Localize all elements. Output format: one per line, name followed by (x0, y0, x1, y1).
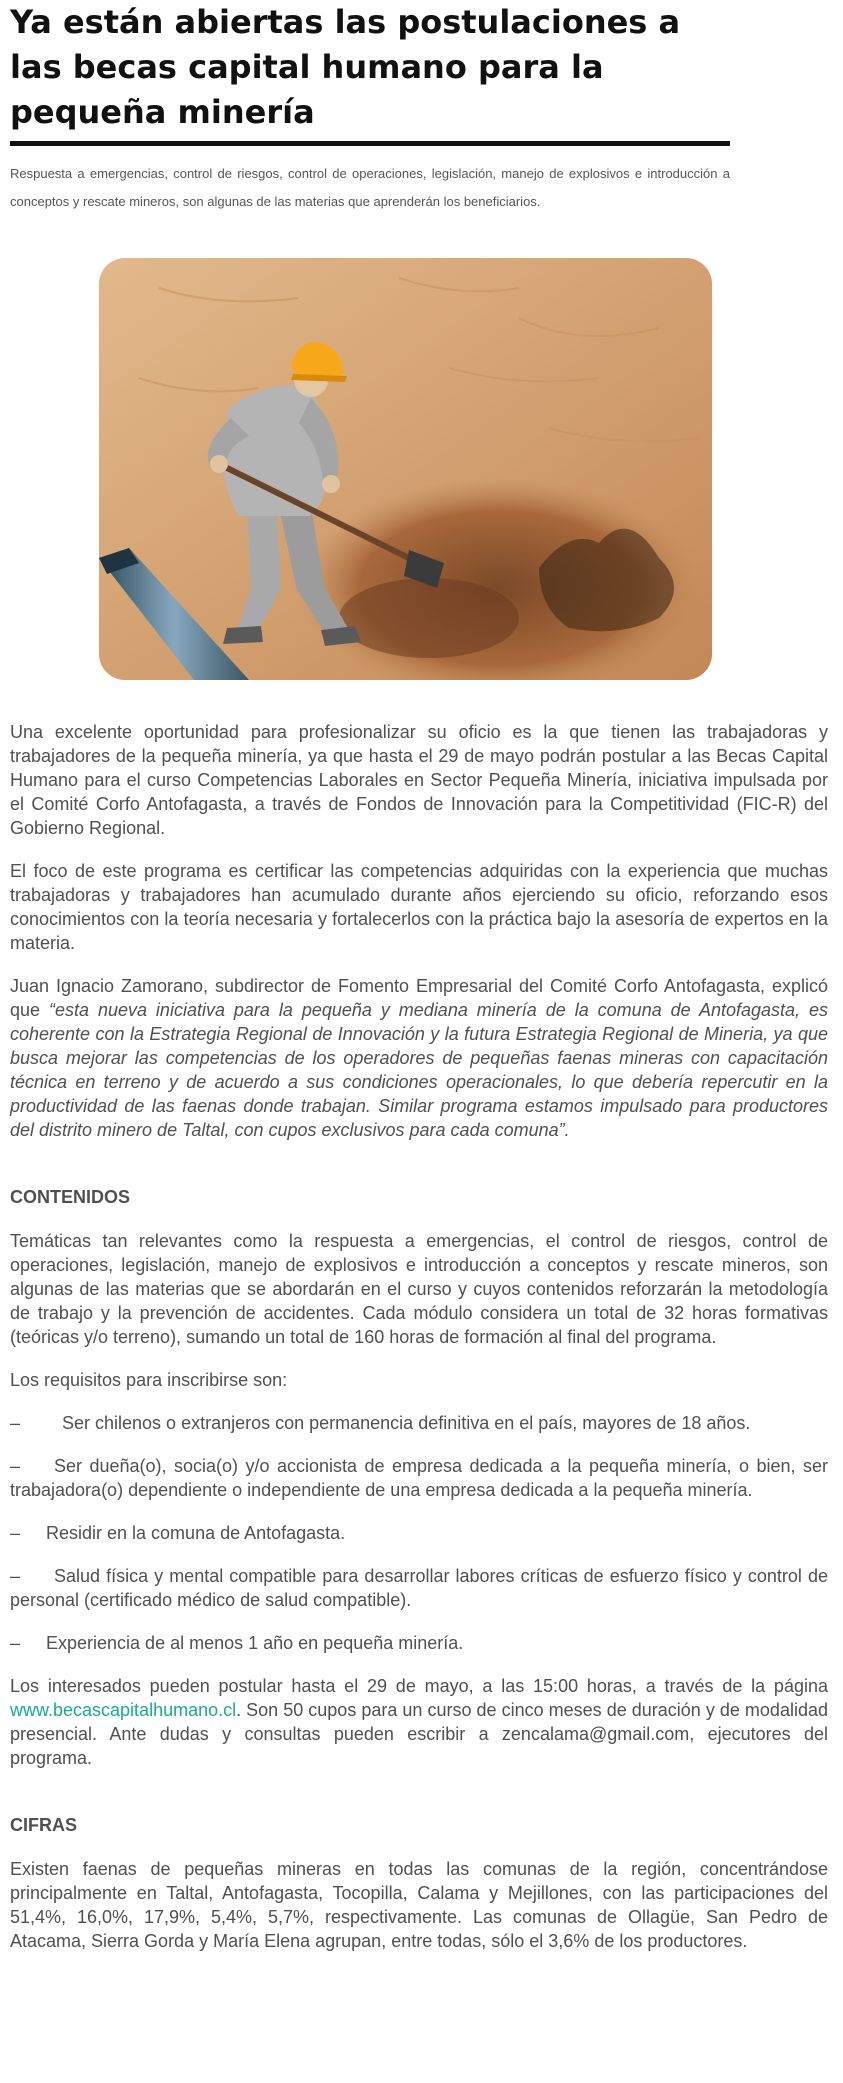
postulacion-text: Los interesados pueden postular hasta el 29 de mayo, a las 15:00 horas, a través de la página (10, 1676, 828, 1696)
list-dash: – (10, 1456, 21, 1476)
article-lead: Respuesta a emergencias, control de riesgos, control de operaciones, legislación, manejo de explosivos e introducción a conceptos y rescate mineros, son algunas de las materias que aprenderán los beneficiarios. (10, 166, 730, 209)
requirement-text: Ser chilenos o extranjeros con permanencia definitiva en el país, mayores de 18 años. (62, 1413, 751, 1433)
requirement-item (10, 1564, 828, 1612)
list-dash: – (10, 1633, 21, 1653)
quote-text: “esta nueva iniciativa para la pequeña y mediana minería de la comuna de Antofagasta, es coherente con la Estrategia Regional de Innovación y la futura Estrategia Regional de Mineria, ya que busca mejorar las competencias de los operadores de pequeñas faenas mineras con capacitación técnica en terreno y de acuerdo a sus condiciones operacionales, lo que debería repercutir en la productividad de las faenas donde trabajan. Similar programa estamos impulsado para productores del distrito minero de Taltal, con cupos exclusivos para cada comuna”. (10, 1000, 828, 1140)
requirement-item (10, 1631, 828, 1655)
section-heading-contenidos: CONTENIDOS (10, 1187, 131, 1207)
requirement-text: Residir en la comuna de Antofagasta. (46, 1523, 346, 1543)
paragraph-cifras: Existen faenas de pequeñas mineras en todas las comunas de la región, concentrándose principalmente en Taltal, Antofagasta, Tocopilla, Calama y Mejillones, con las participaciones del 51,4%, 16,0%, 17,9%, 5,4%, 5,7%, respectivamente. Las comunas de Ollagüe, San Pedro de Atacama, Sierra Gorda y María Elena agrupan, entre todas, sólo el 3,6% de los productores. (10, 1859, 828, 1951)
paragraph-intro: Una excelente oportunidad para profesionalizar su oficio es la que tienen las trabajadoras y trabajadores de la pequeña minería, ya que hasta el 29 de mayo podrán postular a las Becas Capital Humano para el curso Competencias Laborales en Sector Pequeña Minería, iniciativa impulsada por el Comité Corfo Antofagasta, a través de Fondos de Innovación para la Competitividad (FIC-R) del Gobierno Regional. (10, 722, 828, 838)
requirement-text: Ser dueña(o), socia(o) y/o accionista de empresa dedicada a la pequeña minería, o bien, ser trabajadora(o) dependiente o independiente de una empresa dedicada a la pequeña minería. (10, 1456, 828, 1500)
list-dash: – (10, 1566, 21, 1586)
paragraph-focus: El foco de este programa es certificar las competencias adquiridas con la experiencia que muchas trabajadoras y trabajadores han acumulado durante años ejerciendo su oficio, reforzando esos conocimientos con la teoría necesaria y fortalecerlos con la práctica bajo la asesoría de expertos en la materia. (10, 861, 828, 953)
requirement-item (10, 1411, 828, 1435)
paragraph-postulacion (10, 1674, 828, 1770)
article-title: Ya están abiertas las postulaciones a las becas capital humano para la pequeña minería (10, 3, 681, 131)
title-divider (10, 141, 730, 146)
article (10, 0, 828, 216)
requirement-text: Salud física y mental compatible para desarrollar labores críticas de esfuerzo físico y control de personal (certificado médico de salud compatible). (10, 1566, 828, 1610)
paragraph-requisitos: Los requisitos para inscribirse son: (10, 1370, 288, 1390)
postulacion-text-end: . Son 50 cupos para un curso de cinco meses de duración y de modalidad presencial. Ante dudas y consultas pueden escribir a zencalama@gmail.com, ejecutores del programa. (10, 1700, 828, 1768)
requirement-text: Experiencia de al menos 1 año en pequeña minería. (46, 1633, 464, 1653)
quote-intro: Juan Ignacio Zamorano, subdirector de Fomento Empresarial del Comité Corfo Antofagasta, explicó que (10, 976, 828, 1020)
list-dash: – (10, 1413, 21, 1433)
becas-link[interactable]: www.becascapitalhumano.cl (10, 1700, 237, 1720)
requirement-item (10, 1454, 828, 1502)
paragraph-quote (10, 974, 828, 1142)
requirement-item (10, 1521, 828, 1545)
section-heading-cifras: CIFRAS (10, 1815, 77, 1835)
paragraph-contenidos: Temáticas tan relevantes como la respuesta a emergencias, el control de riesgos, control de operaciones, legislación, manejo de explosivos e introducción a conceptos y rescate mineros, son algunas de las materias que se abordarán en el curso y cuyos contenidos reforzarán la metodología de trabajo y la prevención de accidentes. Cada módulo considera un total de 32 horas formativas (teóricas y/o terreno), sumando un total de 160 horas de formación al final del programa. (10, 1231, 828, 1347)
miner-photo (99, 258, 712, 680)
list-dash: – (10, 1523, 21, 1543)
